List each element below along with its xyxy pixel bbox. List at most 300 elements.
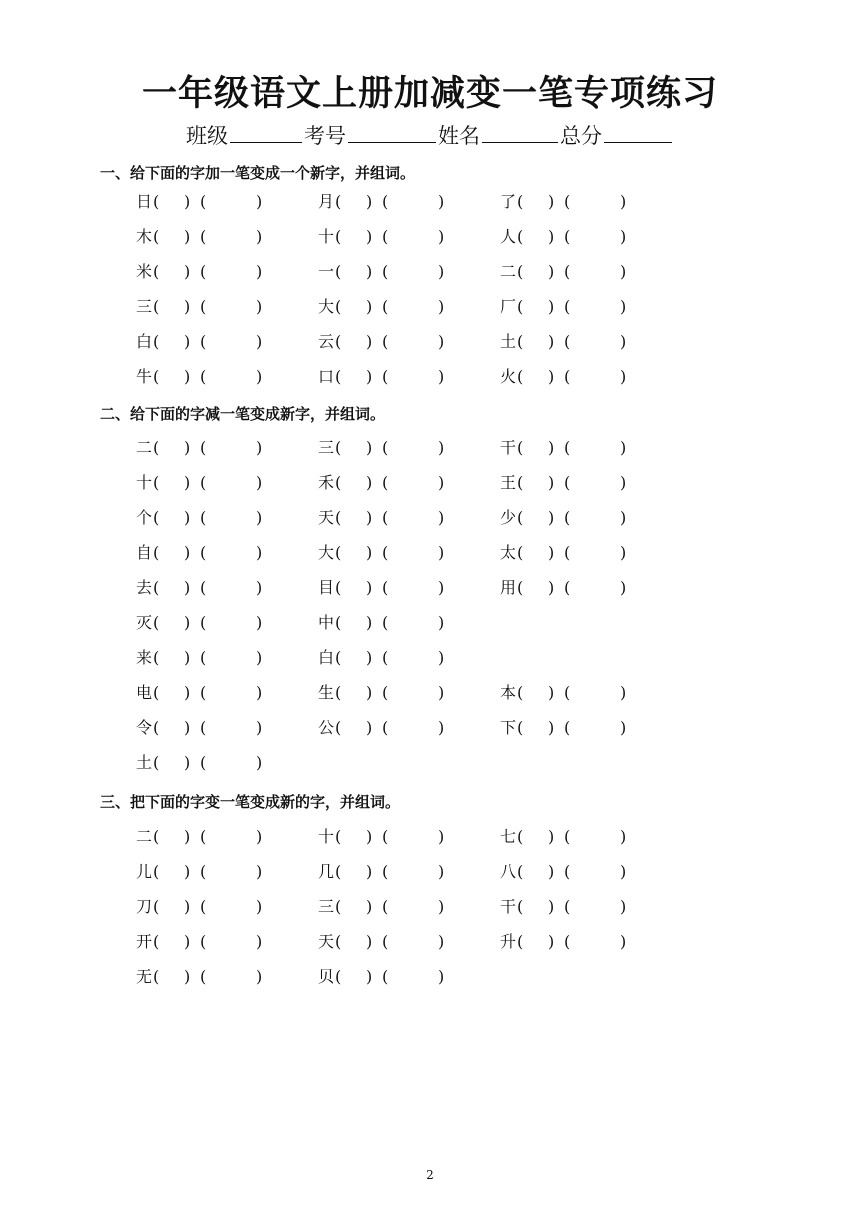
exercise-item [500,827,682,862]
close-paren[interactable]: ) [620,192,627,211]
close-paren[interactable]: ) [184,967,191,986]
exercise-item [500,718,682,753]
close-paren[interactable]: ) [256,967,263,986]
exercise-item [500,332,682,367]
open-paren: ( [153,367,160,386]
exam-no-label: 考号 [304,124,346,148]
exercise-item [136,827,318,862]
close-paren[interactable]: ) [366,613,373,632]
exercise-item [136,613,318,648]
open-paren: ( [564,473,571,492]
close-paren[interactable]: ) [256,192,263,211]
close-paren[interactable]: ) [366,862,373,881]
close-paren[interactable]: ) [548,578,555,597]
close-paren[interactable]: ) [620,508,627,527]
close-paren[interactable]: ) [256,683,263,702]
close-paren[interactable]: ) [184,862,191,881]
open-paren: ( [153,262,160,281]
close-paren[interactable]: ) [548,332,555,351]
character: 白 [318,648,335,667]
character: 二 [136,438,153,457]
close-paren[interactable]: ) [438,648,445,667]
open-paren: ( [517,332,524,351]
open-paren: ( [335,297,342,316]
open-paren: ( [517,227,524,246]
exercise-item [136,473,318,508]
open-paren: ( [200,578,207,597]
close-paren[interactable]: ) [438,227,445,246]
character: 三 [136,297,153,316]
character: 二 [500,262,517,281]
open-paren: ( [564,827,571,846]
close-paren[interactable]: ) [256,297,263,316]
character: 了 [500,192,517,211]
character: 土 [136,753,153,772]
exercise-item [500,438,682,473]
close-paren[interactable]: ) [184,508,191,527]
close-paren[interactable]: ) [184,932,191,951]
character: 三 [318,897,335,916]
open-paren: ( [564,862,571,881]
close-paren[interactable]: ) [366,367,373,386]
exercise-item [318,508,500,543]
close-paren[interactable]: ) [438,967,445,986]
class-label: 班级 [186,124,228,148]
open-paren: ( [200,332,207,351]
exercise-item [318,367,500,402]
open-paren: ( [382,862,389,881]
close-paren[interactable]: ) [256,438,263,457]
close-paren[interactable]: ) [438,473,445,492]
open-paren: ( [200,543,207,562]
open-paren: ( [200,438,207,457]
close-paren[interactable]: ) [184,227,191,246]
close-paren[interactable]: ) [366,543,373,562]
close-paren[interactable]: ) [548,683,555,702]
close-paren[interactable]: ) [256,648,263,667]
close-paren[interactable]: ) [620,438,627,457]
open-paren: ( [335,967,342,986]
exercise-item [136,367,318,402]
open-paren: ( [382,932,389,951]
open-paren: ( [153,473,160,492]
score-blank[interactable] [604,124,672,143]
close-paren[interactable]: ) [548,227,555,246]
open-paren: ( [153,332,160,351]
close-paren[interactable]: ) [620,227,627,246]
close-paren[interactable]: ) [256,227,263,246]
open-paren: ( [517,473,524,492]
close-paren[interactable]: ) [438,932,445,951]
exercise-item [136,932,318,967]
close-paren[interactable]: ) [256,473,263,492]
close-paren[interactable]: ) [548,367,555,386]
open-paren: ( [200,862,207,881]
open-paren: ( [335,648,342,667]
exercise-item [318,932,500,967]
open-paren: ( [200,718,207,737]
close-paren[interactable]: ) [548,192,555,211]
character: 云 [318,332,335,351]
open-paren: ( [382,438,389,457]
open-paren: ( [517,683,524,702]
open-paren: ( [200,297,207,316]
open-paren: ( [153,932,160,951]
close-paren[interactable]: ) [184,613,191,632]
close-paren[interactable]: ) [256,753,263,772]
close-paren[interactable]: ) [620,827,627,846]
close-paren[interactable]: ) [620,683,627,702]
exercise-item [318,613,500,648]
character: 来 [136,648,153,667]
close-paren[interactable]: ) [256,578,263,597]
character: 三 [318,438,335,457]
open-paren: ( [153,683,160,702]
close-paren[interactable]: ) [620,932,627,951]
close-paren[interactable]: ) [366,227,373,246]
section-1-heading: 一、给下面的字加一笔变成一个新字，并组词。 [100,164,416,182]
close-paren[interactable]: ) [184,473,191,492]
open-paren: ( [335,718,342,737]
close-paren[interactable]: ) [438,827,445,846]
open-paren: ( [564,262,571,281]
close-paren[interactable]: ) [184,683,191,702]
open-paren: ( [335,932,342,951]
close-paren[interactable]: ) [548,718,555,737]
exercise-item [318,718,500,753]
open-paren: ( [153,897,160,916]
open-paren: ( [153,613,160,632]
close-paren[interactable]: ) [256,262,263,281]
exercise-item [136,332,318,367]
character: 大 [318,543,335,562]
open-paren: ( [335,827,342,846]
close-paren[interactable]: ) [184,297,191,316]
exercise-item [500,862,682,897]
close-paren[interactable]: ) [184,543,191,562]
open-paren: ( [382,683,389,702]
close-paren[interactable]: ) [256,332,263,351]
close-paren[interactable]: ) [620,897,627,916]
open-paren: ( [564,367,571,386]
close-paren[interactable]: ) [548,862,555,881]
character: 白 [136,332,153,351]
exercise-item [500,508,682,543]
close-paren[interactable]: ) [256,932,263,951]
empty-cell [500,613,682,648]
close-paren[interactable]: ) [184,192,191,211]
exercise-item [318,332,500,367]
character: 七 [500,827,517,846]
open-paren: ( [564,683,571,702]
exercise-item [318,967,500,1002]
close-paren[interactable]: ) [366,827,373,846]
close-paren[interactable]: ) [620,862,627,881]
close-paren[interactable]: ) [366,967,373,986]
exam-no-blank[interactable] [348,124,436,143]
close-paren[interactable]: ) [184,897,191,916]
close-paren[interactable]: ) [548,508,555,527]
close-paren[interactable]: ) [438,262,445,281]
close-paren[interactable]: ) [256,613,263,632]
open-paren: ( [382,967,389,986]
character: 干 [500,438,517,457]
close-paren[interactable]: ) [184,753,191,772]
character: 二 [136,827,153,846]
open-paren: ( [517,862,524,881]
close-paren[interactable]: ) [256,508,263,527]
close-paren[interactable]: ) [256,897,263,916]
exercise-item [136,297,318,332]
close-paren[interactable]: ) [438,297,445,316]
character: 公 [318,718,335,737]
open-paren: ( [200,827,207,846]
close-paren[interactable]: ) [438,332,445,351]
close-paren[interactable]: ) [438,508,445,527]
open-paren: ( [335,578,342,597]
character: 无 [136,967,153,986]
exercise-item [500,192,682,227]
close-paren[interactable]: ) [184,827,191,846]
character: 一 [318,262,335,281]
open-paren: ( [517,932,524,951]
exercise-item [500,897,682,932]
exercise-item [318,438,500,473]
close-paren[interactable]: ) [548,262,555,281]
character: 大 [318,297,335,316]
close-paren[interactable]: ) [366,897,373,916]
open-paren: ( [382,648,389,667]
open-paren: ( [564,578,571,597]
open-paren: ( [153,827,160,846]
open-paren: ( [517,438,524,457]
exercise-item [318,862,500,897]
close-paren[interactable]: ) [184,578,191,597]
open-paren: ( [335,332,342,351]
close-paren[interactable]: ) [620,473,627,492]
close-paren[interactable]: ) [620,543,627,562]
exercise-item [136,753,318,788]
exercise-item [136,683,318,718]
open-paren: ( [517,367,524,386]
close-paren[interactable]: ) [548,932,555,951]
close-paren[interactable]: ) [438,192,445,211]
close-paren[interactable]: ) [548,438,555,457]
open-paren: ( [517,718,524,737]
close-paren[interactable]: ) [548,473,555,492]
character: 贝 [318,967,335,986]
close-paren[interactable]: ) [366,192,373,211]
close-paren[interactable]: ) [256,367,263,386]
character: 人 [500,227,517,246]
close-paren[interactable]: ) [438,367,445,386]
page-number: 2 [426,1168,434,1182]
open-paren: ( [382,897,389,916]
close-paren[interactable]: ) [256,543,263,562]
close-paren[interactable]: ) [438,543,445,562]
close-paren[interactable]: ) [184,648,191,667]
open-paren: ( [200,367,207,386]
open-paren: ( [564,332,571,351]
exercise-item [500,367,682,402]
open-paren: ( [335,367,342,386]
close-paren[interactable]: ) [366,932,373,951]
character: 月 [318,192,335,211]
close-paren[interactable]: ) [548,897,555,916]
exercise-item [500,297,682,332]
character: 儿 [136,862,153,881]
close-paren[interactable]: ) [620,297,627,316]
close-paren[interactable]: ) [438,683,445,702]
open-paren: ( [335,613,342,632]
exercise-item [136,967,318,1002]
character: 用 [500,578,517,597]
close-paren[interactable]: ) [620,718,627,737]
close-paren[interactable]: ) [184,332,191,351]
character: 八 [500,862,517,881]
open-paren: ( [200,683,207,702]
close-paren[interactable]: ) [184,438,191,457]
open-paren: ( [382,473,389,492]
character: 干 [500,897,517,916]
student-info-line [0,120,860,150]
open-paren: ( [382,227,389,246]
open-paren: ( [153,753,160,772]
character: 十 [318,227,335,246]
character: 中 [318,613,335,632]
close-paren[interactable]: ) [184,262,191,281]
close-paren[interactable]: ) [366,508,373,527]
exercise-item [500,932,682,967]
close-paren[interactable]: ) [366,332,373,351]
page-title: 一年级语文上册加减变一笔专项练习 [141,74,718,114]
close-paren[interactable]: ) [620,578,627,597]
open-paren: ( [382,827,389,846]
exercise-item [500,578,682,613]
close-paren[interactable]: ) [438,438,445,457]
close-paren[interactable]: ) [366,438,373,457]
score-label: 总分 [560,124,602,148]
open-paren: ( [564,297,571,316]
open-paren: ( [335,897,342,916]
close-paren[interactable]: ) [620,367,627,386]
exercise-item [500,543,682,578]
close-paren[interactable]: ) [548,543,555,562]
open-paren: ( [153,967,160,986]
exercise-item [136,718,318,753]
close-paren[interactable]: ) [548,827,555,846]
close-paren[interactable]: ) [366,297,373,316]
exercise-item [136,862,318,897]
open-paren: ( [382,262,389,281]
open-paren: ( [153,297,160,316]
character: 米 [136,262,153,281]
close-paren[interactable]: ) [256,862,263,881]
character: 王 [500,473,517,492]
name-blank[interactable] [482,124,558,143]
open-paren: ( [200,262,207,281]
exercise-item [318,227,500,262]
character: 禾 [318,473,335,492]
close-paren[interactable]: ) [366,648,373,667]
exercise-item [500,473,682,508]
character: 日 [136,192,153,211]
close-paren[interactable]: ) [366,578,373,597]
character: 去 [136,578,153,597]
class-blank[interactable] [230,124,302,143]
open-paren: ( [335,543,342,562]
close-paren[interactable]: ) [256,718,263,737]
close-paren[interactable]: ) [438,862,445,881]
open-paren: ( [153,648,160,667]
open-paren: ( [517,827,524,846]
open-paren: ( [335,438,342,457]
empty-cell [500,753,682,788]
open-paren: ( [517,508,524,527]
character: 口 [318,367,335,386]
open-paren: ( [153,578,160,597]
close-paren[interactable]: ) [438,897,445,916]
character: 本 [500,683,517,702]
open-paren: ( [382,613,389,632]
exercise-item [318,543,500,578]
character: 土 [500,332,517,351]
close-paren[interactable]: ) [366,262,373,281]
open-paren: ( [200,932,207,951]
open-paren: ( [517,578,524,597]
exercise-item [318,473,500,508]
open-paren: ( [335,508,342,527]
exercise-item [136,262,318,297]
open-paren: ( [517,543,524,562]
character: 太 [500,543,517,562]
exercise-item [136,508,318,543]
close-paren[interactable]: ) [366,683,373,702]
open-paren: ( [200,192,207,211]
close-paren[interactable]: ) [366,718,373,737]
section-2-heading: 二、给下面的字减一笔变成新字，并组词。 [100,405,386,423]
close-paren[interactable]: ) [184,367,191,386]
close-paren[interactable]: ) [366,473,373,492]
exercise-item [318,297,500,332]
open-paren: ( [200,613,207,632]
open-paren: ( [335,862,342,881]
exercise-item [500,262,682,297]
character: 十 [136,473,153,492]
exercise-item [318,897,500,932]
empty-cell [500,648,682,683]
character: 开 [136,932,153,951]
open-paren: ( [564,543,571,562]
open-paren: ( [200,648,207,667]
close-paren[interactable]: ) [256,827,263,846]
open-paren: ( [517,897,524,916]
open-paren: ( [382,543,389,562]
open-paren: ( [564,192,571,211]
close-paren[interactable]: ) [438,613,445,632]
character: 天 [318,508,335,527]
character: 火 [500,367,517,386]
open-paren: ( [564,932,571,951]
close-paren[interactable]: ) [438,578,445,597]
close-paren[interactable]: ) [620,262,627,281]
close-paren[interactable]: ) [438,718,445,737]
open-paren: ( [200,508,207,527]
close-paren[interactable]: ) [620,332,627,351]
open-paren: ( [153,862,160,881]
close-paren[interactable]: ) [184,718,191,737]
close-paren[interactable]: ) [548,297,555,316]
